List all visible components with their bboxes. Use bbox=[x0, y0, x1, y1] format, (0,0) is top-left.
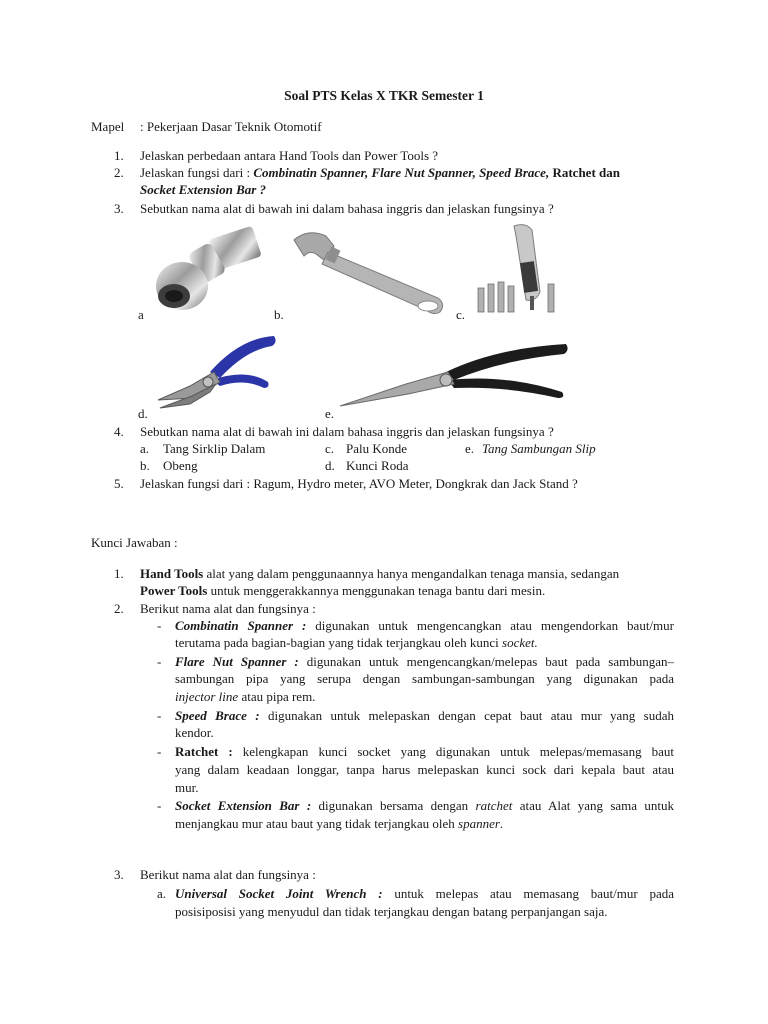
a3-number: 3. bbox=[114, 867, 124, 882]
a2-item5-ratchet: ratchet bbox=[475, 798, 513, 813]
q2-number: 2. bbox=[114, 165, 124, 180]
q4-item-letter: b. bbox=[140, 458, 150, 473]
a2-item5-spanner: spanner bbox=[458, 816, 500, 831]
a2-item4-line2: yang dalam keadaan longgar, tanpa harus melepaskan kunci sock dari kepala baut atau bbox=[175, 762, 674, 777]
a1-power-tools: Power Tools bbox=[140, 583, 208, 598]
a2-item3-line1 bbox=[175, 708, 674, 724]
q3-text: Sebutkan nama alat di bawah ini dalam bahasa inggris dan jelaskan fungsinya ? bbox=[140, 201, 554, 216]
q4-item-letter: d. bbox=[325, 458, 335, 473]
a2-item5-term: Socket Extension Bar : bbox=[175, 798, 312, 813]
image-label-c: c. bbox=[456, 307, 466, 322]
bullet-dash: - bbox=[157, 744, 162, 759]
mapel-value: : Pekerjaan Dasar Teknik Otomotif bbox=[140, 119, 322, 134]
a3-item-text: untuk melepas atau memasang baut/mur pada bbox=[382, 886, 674, 901]
q2-text bbox=[140, 165, 620, 181]
a2-intro: Berikut nama alat dan fungsinya : bbox=[140, 601, 316, 616]
a3-item-letter: a. bbox=[157, 886, 167, 901]
a1-number: 1. bbox=[114, 566, 124, 581]
long-nose-pliers-picture bbox=[336, 334, 572, 414]
a3-item-line1 bbox=[175, 886, 674, 902]
a2-item4-text: kelengkapan kunci socket yang digunakan untuk melepas/memasang baut bbox=[232, 744, 674, 759]
image-label-a: a bbox=[138, 307, 144, 322]
a2-item2-line1 bbox=[175, 654, 674, 670]
q2-prefix: Jelaskan fungsi dari : bbox=[140, 165, 254, 180]
a2-item1-socket: socket. bbox=[502, 635, 538, 650]
q5-text: Jelaskan fungsi dari : Ragum, Hydro meter, AVO Meter, Dongkrak dan Jack Stand ? bbox=[140, 476, 578, 491]
a2-item3-line2: kendor. bbox=[175, 725, 214, 740]
bullet-dash: - bbox=[157, 654, 162, 669]
q4-item-text: Tang Sambungan Slip bbox=[482, 441, 596, 456]
a2-item5-line2 bbox=[175, 816, 503, 832]
q4-text: Sebutkan nama alat di bawah ini dalam bahasa inggris dan jelaskan fungsinya ? bbox=[140, 424, 554, 439]
a3-item-line2: posisiposisi yang menyudul dan tidak terjangkau dengan batang perpanjangan saja. bbox=[175, 904, 608, 919]
speed-brace-picture bbox=[470, 222, 570, 318]
a2-item1-line1 bbox=[175, 618, 674, 634]
a2-number: 2. bbox=[114, 601, 124, 616]
a2-item4-line3: mur. bbox=[175, 780, 199, 795]
image-label-b: b. bbox=[274, 307, 284, 322]
q2-tools: Combinatin Spanner, Flare Nut Spanner, Speed Brace, bbox=[253, 165, 550, 180]
q1-number: 1. bbox=[114, 148, 124, 163]
a2-item3-text: digunakan untuk melepaskan dengan cepat baut atau mur yang sudah bbox=[259, 708, 674, 723]
q4-number: 4. bbox=[114, 424, 124, 439]
page-title: Soal PTS Kelas X TKR Semester 1 bbox=[284, 88, 484, 103]
a2-item5-line2-text: menjangkau mur atau baut yang tidak terjangkau oleh bbox=[175, 816, 459, 831]
q4-item-letter: e. bbox=[465, 441, 475, 456]
a2-item1-line2 bbox=[175, 635, 538, 651]
q4-item-text: Kunci Roda bbox=[346, 458, 409, 473]
answer-key-heading: Kunci Jawaban : bbox=[91, 535, 178, 550]
a2-item5-line1 bbox=[175, 798, 674, 814]
a3-item-term: Universal Socket Joint Wrench : bbox=[175, 886, 383, 901]
a2-item2-line2: sambungan pipa yang serupa dengan sambungan-sambungan yang digunakan pada bbox=[175, 671, 674, 686]
a1-line2 bbox=[140, 583, 545, 599]
bullet-dash: - bbox=[157, 798, 162, 813]
a2-item2-injector: injector line bbox=[175, 689, 239, 704]
a2-item5-text2: atau Alat yang sama untuk bbox=[512, 798, 674, 813]
a3-intro: Berikut nama alat dan fungsinya : bbox=[140, 867, 316, 882]
a2-item2-line3 bbox=[175, 689, 315, 705]
a2-item4-line1 bbox=[175, 744, 674, 760]
a2-item1-term: Combinatin Spanner : bbox=[175, 618, 307, 633]
a2-item5-period: . bbox=[499, 816, 504, 831]
diagonal-pliers-picture bbox=[150, 328, 280, 414]
a2-item4-term: Ratchet : bbox=[175, 744, 233, 759]
q4-item-text: Obeng bbox=[163, 458, 198, 473]
q5-number: 5. bbox=[114, 476, 124, 491]
q3-number: 3. bbox=[114, 201, 124, 216]
a2-item5-text: digunakan bersama dengan bbox=[311, 798, 476, 813]
mapel-label: Mapel bbox=[91, 119, 125, 134]
q4-item-letter: c. bbox=[325, 441, 335, 456]
a2-item1-line2-text: terutama pada bagian-bagian yang tidak terjangkau oleh kunci bbox=[175, 635, 503, 650]
a1-text2: untuk menggerakkannya menggunakan tenaga bantu dari mesin. bbox=[207, 583, 546, 598]
q2-ratchet: Ratchet dan bbox=[549, 165, 620, 180]
a1-text1: alat yang dalam penggunaannya hanya mengandalkan tenaga mansia, sedangan bbox=[203, 566, 620, 581]
a2-item2-term: Flare Nut Spanner : bbox=[175, 654, 299, 669]
a2-item2-line3-text: atau pipa rem. bbox=[238, 689, 316, 704]
q4-item-text: Tang Sirklip Dalam bbox=[163, 441, 266, 456]
image-label-d: d. bbox=[138, 406, 148, 421]
adjustable-wrench-picture bbox=[288, 226, 452, 318]
a1-hand-tools: Hand Tools bbox=[140, 566, 204, 581]
a2-item2-text: digunakan untuk mengencangkan/melepas baut pada sambungan– bbox=[298, 654, 674, 669]
q2-line2: Socket Extension Bar ? bbox=[140, 182, 267, 197]
a1-line1 bbox=[140, 566, 619, 582]
q4-item-text: Palu Konde bbox=[346, 441, 408, 456]
universal-socket-picture bbox=[150, 226, 270, 316]
q4-item-letter: a. bbox=[140, 441, 150, 456]
image-label-e: e. bbox=[325, 406, 335, 421]
bullet-dash: - bbox=[157, 618, 162, 633]
a2-item3-term: Speed Brace : bbox=[175, 708, 260, 723]
a2-item1-text: digunakan untuk mengencangkan atau mengendorkan baut/mur bbox=[306, 618, 674, 633]
q1-text: Jelaskan perbedaan antara Hand Tools dan Power Tools ? bbox=[140, 148, 439, 163]
bullet-dash: - bbox=[157, 708, 162, 723]
